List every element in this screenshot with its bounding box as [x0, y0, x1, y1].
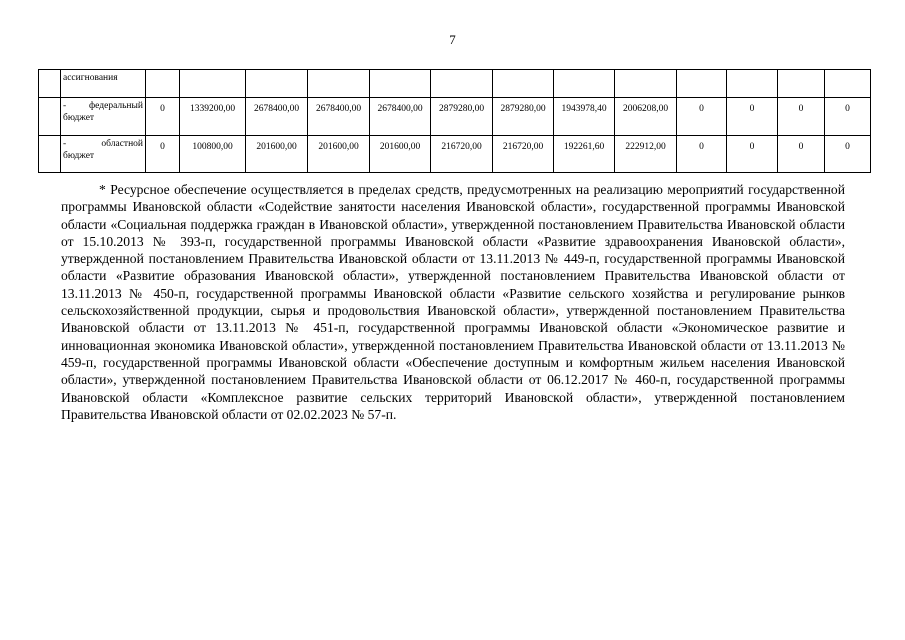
row-label-first: федеральный	[89, 101, 143, 111]
value-cell: 2879280,00	[493, 98, 554, 136]
value-cell: 0	[727, 136, 778, 173]
value-cell: 0	[825, 98, 871, 136]
value-cell: 0	[778, 98, 825, 136]
value-cell: 100800,00	[180, 136, 246, 173]
table-row	[39, 70, 871, 98]
value-cell: 2879280,00	[431, 98, 493, 136]
value-cell: 192261,60	[554, 136, 615, 173]
value-cell	[431, 70, 493, 98]
value-cell	[677, 70, 727, 98]
budget-table	[38, 69, 871, 173]
value-cell: 0	[727, 98, 778, 136]
value-cell: 0	[677, 136, 727, 173]
row-label-cell	[61, 136, 146, 173]
row-label-first: ассигнования	[63, 73, 118, 83]
value-cell: 216720,00	[431, 136, 493, 173]
footnote-text: * Ресурсное обеспечение осуществляется в пределах средств, предусмотренных на реализацию мероприятий государственной программы Ивановской области «Содействие занятости населения Ивановской области», государственной программы Ивановской области «Социальная поддержка граждан в Ивановской области», утвержденной постановлением Правительства Ивановской области от 15.10.2013 № 393-п, государственной программы Ивановской области «Развитие здравоохранения Ивановской области», утвержденной постановлением Правительства Ивановской области от 13.11.2013 № 449-п, государственной программы Ивановской области «Развитие образования Ивановской области», утвержденной постановлением Правительства Ивановской области от 13.11.2013 № 450-п, государственной программы Ивановской области «Развитие сельского хозяйства и регулирование рынков сельскохозяйственной продукции, сырья и продовольствия Ивановской области», утвержденной постановлением Правительства Ивановской области от 13.11.2013 № 451-п, государственной программы Ивановской области «Экономическое развитие и инновационная экономика Ивановской области», утвержденной постановлением Правительства Ивановской области от 13.11.2013 № 459-п, государственной программы Ивановской области «Обеспечение доступным и комфортным жильем населения Ивановской области», утвержденной постановлением Правительства Ивановской области от 06.12.2017 № 460-п, государственной программы Ивановской области «Комплексное развитие сельских территорий Ивановской области», утвержденной постановлением Правительства Ивановской области от 02.02.2023 № 57-п.	[61, 182, 845, 422]
value-cell: 2678400,00	[308, 98, 370, 136]
row-number-cell	[39, 70, 61, 98]
row-label-second: бюджет	[63, 151, 95, 161]
table-row	[39, 136, 871, 173]
value-cell	[308, 70, 370, 98]
value-cell: 2678400,00	[246, 98, 308, 136]
value-cell: 0	[146, 98, 180, 136]
value-cell: 222912,00	[615, 136, 677, 173]
row-label-first: областной	[101, 139, 143, 149]
page-number: 7	[449, 32, 456, 47]
row-label-cell	[61, 98, 146, 136]
value-cell: 1943978,40	[554, 98, 615, 136]
value-cell: 1339200,00	[180, 98, 246, 136]
value-cell	[246, 70, 308, 98]
value-cell	[370, 70, 431, 98]
value-cell: 2678400,00	[370, 98, 431, 136]
value-cell: 216720,00	[493, 136, 554, 173]
row-number-cell	[39, 136, 61, 173]
row-label-marker: -	[63, 101, 67, 111]
value-cell: 0	[146, 136, 180, 173]
value-cell	[146, 70, 180, 98]
table-row	[39, 98, 871, 136]
value-cell	[493, 70, 554, 98]
value-cell	[727, 70, 778, 98]
row-number-cell	[39, 98, 61, 136]
value-cell	[615, 70, 677, 98]
row-label-cell	[61, 70, 146, 98]
value-cell: 201600,00	[308, 136, 370, 173]
value-cell	[554, 70, 615, 98]
row-label-marker: -	[63, 139, 67, 149]
value-cell: 0	[677, 98, 727, 136]
value-cell: 0	[825, 136, 871, 173]
row-label-second: бюджет	[63, 113, 95, 123]
value-cell	[825, 70, 871, 98]
value-cell: 2006208,00	[615, 98, 677, 136]
value-cell	[180, 70, 246, 98]
value-cell: 201600,00	[246, 136, 308, 173]
value-cell	[778, 70, 825, 98]
value-cell: 0	[778, 136, 825, 173]
value-cell: 201600,00	[370, 136, 431, 173]
